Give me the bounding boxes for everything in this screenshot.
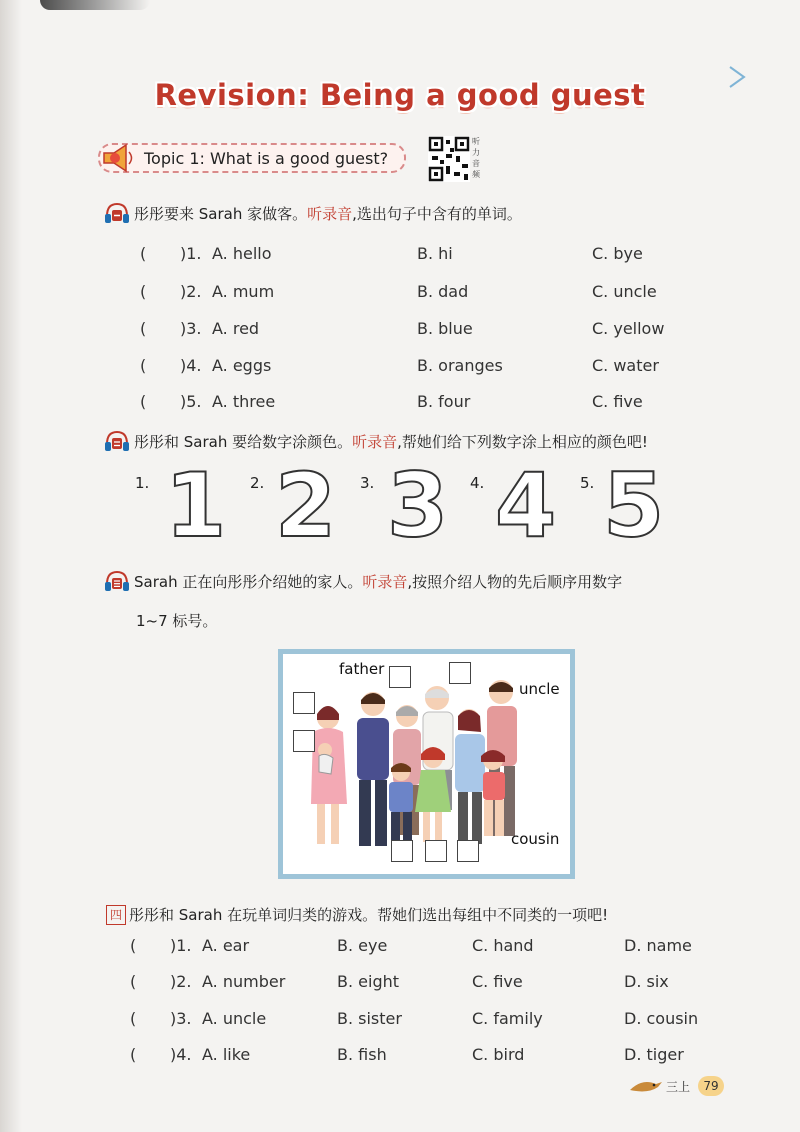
headphones-number-icon xyxy=(104,430,130,452)
qr-caption: 听力音频 xyxy=(472,137,480,179)
section-3-text: Sarah 正在向彤彤介绍她的家人。 xyxy=(134,572,363,591)
option-b[interactable]: B. fish xyxy=(337,1045,387,1064)
question-row: ( )2. A. number B. eight C. five D. six xyxy=(130,972,669,991)
section-1-heading xyxy=(104,202,522,224)
topic-pill xyxy=(98,143,406,173)
page-title: Revision: Being a good guest xyxy=(154,78,646,112)
option-b[interactable]: B. four xyxy=(417,392,471,411)
option-a[interactable]: A. like xyxy=(202,1045,251,1064)
outline-digit[interactable]: 3 xyxy=(387,454,449,557)
label-uncle: uncle xyxy=(519,680,560,698)
question-row: ( )1. A. ear B. eye C. hand D. name xyxy=(130,936,692,955)
section-2-text: 彤彤和 Sarah 要给数字涂颜色。 xyxy=(134,432,353,451)
order-box[interactable] xyxy=(449,662,471,684)
option-a[interactable]: A. number xyxy=(202,972,286,991)
question-row: ( )3. A. red B. blue C. yellow xyxy=(140,319,665,338)
grade-label: 三上 xyxy=(666,1080,691,1094)
digit-label: 5. xyxy=(580,474,595,492)
option-c[interactable]: C. bye xyxy=(592,244,643,263)
megaphone-icon xyxy=(98,141,138,175)
digit-label: 4. xyxy=(470,474,485,492)
order-box[interactable] xyxy=(389,666,411,688)
option-a[interactable]: A. red xyxy=(212,319,260,338)
headphones-number-icon xyxy=(104,570,130,592)
option-b[interactable]: B. eight xyxy=(337,972,400,991)
answer-blank[interactable]: ( xyxy=(140,392,147,411)
section-3-highlight: 听录音 xyxy=(362,572,408,591)
option-c[interactable]: C. hand xyxy=(472,936,534,955)
option-c[interactable]: C. bird xyxy=(472,1045,525,1064)
option-a[interactable]: A. uncle xyxy=(202,1009,267,1028)
digit-label: 2. xyxy=(250,474,265,492)
question-row: ( )4. A. eggs B. oranges C. water xyxy=(140,356,659,375)
option-a[interactable]: A. mum xyxy=(212,282,275,301)
family-picture xyxy=(278,649,575,879)
option-c[interactable]: C. uncle xyxy=(592,282,657,301)
answer-blank[interactable]: ( xyxy=(130,936,137,955)
outline-digit[interactable]: 5 xyxy=(603,454,665,557)
label-father: father xyxy=(339,660,385,678)
topic-label: Topic 1: What is a good guest? xyxy=(144,148,389,168)
option-d[interactable]: D. name xyxy=(624,936,692,955)
question-row: ( )1. A. hello B. hi C. bye xyxy=(140,244,643,263)
option-b[interactable]: B. oranges xyxy=(417,356,503,375)
qr-code-icon[interactable] xyxy=(428,136,470,182)
option-b[interactable]: B. eye xyxy=(337,936,388,955)
option-b[interactable]: B. blue xyxy=(417,319,473,338)
answer-blank[interactable]: ( xyxy=(140,356,147,375)
order-box[interactable] xyxy=(457,840,479,862)
page-footer xyxy=(628,1074,728,1098)
section-1-text: 彤彤要来 Sarah 家做客。 xyxy=(134,204,308,223)
answer-blank[interactable]: ( xyxy=(130,1045,137,1064)
section-4-marker: 四 xyxy=(106,905,126,925)
question-row: ( )2. A. mum B. dad C. uncle xyxy=(140,282,657,301)
option-c[interactable]: C. five xyxy=(592,392,643,411)
question-row: ( )4. A. like B. fish C. bird D. tiger xyxy=(130,1045,684,1064)
section-1-highlight: 听录音 xyxy=(307,204,353,223)
section-3-text-end: ,按照介绍人物的先后顺序用数字 xyxy=(407,572,623,591)
answer-blank[interactable]: ( xyxy=(130,972,137,991)
outline-digit[interactable]: 1 xyxy=(165,454,227,557)
scan-smudge xyxy=(40,0,150,10)
option-a[interactable]: A. three xyxy=(212,392,276,411)
order-box[interactable] xyxy=(293,692,315,714)
section-2-heading xyxy=(104,430,648,452)
option-b[interactable]: B. hi xyxy=(417,244,453,263)
outline-digit[interactable]: 2 xyxy=(275,454,337,557)
section-3-heading xyxy=(104,570,622,592)
answer-blank[interactable]: ( xyxy=(130,1009,137,1028)
section-4-heading xyxy=(106,904,608,925)
option-d[interactable]: D. six xyxy=(624,972,669,991)
outline-digit[interactable]: 4 xyxy=(495,454,557,557)
digit-coloring-area xyxy=(135,454,695,560)
page-number: 79 xyxy=(698,1076,724,1096)
option-b[interactable]: B. sister xyxy=(337,1009,402,1028)
answer-blank[interactable]: ( xyxy=(140,244,147,263)
order-box[interactable] xyxy=(391,840,413,862)
option-d[interactable]: D. cousin xyxy=(624,1009,699,1028)
option-a[interactable]: A. ear xyxy=(202,936,250,955)
option-c[interactable]: C. water xyxy=(592,356,659,375)
section-4-text: 彤彤和 Sarah 在玩单词归类的游戏。帮她们选出每组中不同类的一项吧! xyxy=(129,906,609,924)
option-c[interactable]: C. five xyxy=(472,972,523,991)
digit-label: 1. xyxy=(135,474,150,492)
section-3-text-line2: 1~7 标号。 xyxy=(136,612,218,630)
label-cousin: cousin xyxy=(511,830,560,848)
topic-bar xyxy=(98,144,406,172)
option-a[interactable]: A. eggs xyxy=(212,356,272,375)
section-1-text-end: ,选出句子中含有的单词。 xyxy=(352,204,522,223)
option-d[interactable]: D. tiger xyxy=(624,1045,684,1064)
option-a[interactable]: A. hello xyxy=(212,244,272,263)
answer-blank[interactable]: ( xyxy=(140,282,147,301)
page-edge xyxy=(0,0,22,1132)
headphones-number-icon xyxy=(104,202,130,224)
order-box[interactable] xyxy=(425,840,447,862)
option-c[interactable]: C. family xyxy=(472,1009,543,1028)
answer-blank[interactable]: ( xyxy=(140,319,147,338)
bird-icon xyxy=(628,1076,664,1096)
digit-label: 3. xyxy=(360,474,375,492)
question-row: ( )3. A. uncle B. sister C. family D. cousin xyxy=(130,1009,699,1028)
option-c[interactable]: C. yellow xyxy=(592,319,665,338)
option-b[interactable]: B. dad xyxy=(417,282,469,301)
order-box[interactable] xyxy=(293,730,315,752)
question-row: ( )5. A. three B. four C. five xyxy=(140,392,643,411)
section-2-highlight: 听录音 xyxy=(352,432,398,451)
section-2-text-end: ,帮她们给下列数字涂上相应的颜色吧! xyxy=(397,432,648,451)
